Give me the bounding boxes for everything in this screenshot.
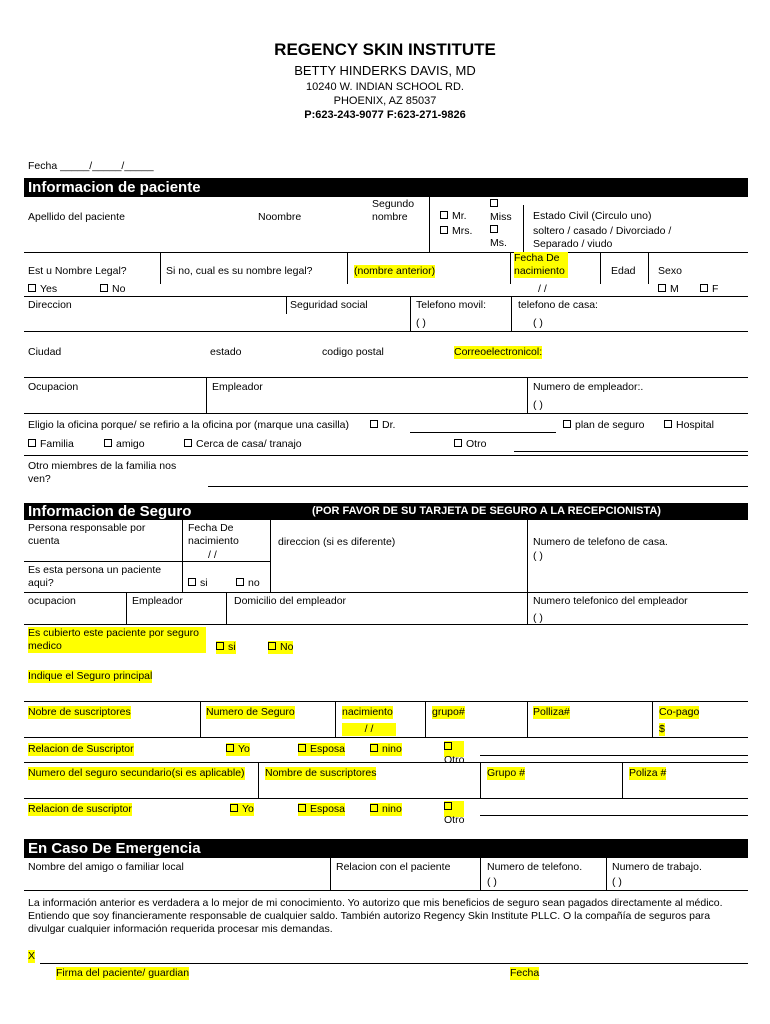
checkbox-icon[interactable]: [184, 439, 192, 447]
em-tel-label: Numero de telefono.: [487, 861, 583, 873]
checkbox-icon[interactable]: [370, 804, 378, 812]
checkbox-icon[interactable]: [370, 420, 378, 428]
indique-label: Indique el Seguro principal: [28, 670, 153, 682]
otro-2-option-clipped[interactable]: Otro: [444, 801, 464, 817]
signature-line[interactable]: [40, 963, 748, 964]
cubierto-no-option[interactable]: No: [268, 641, 293, 654]
grupo-label: grupo#: [432, 706, 465, 718]
nino-option[interactable]: nino: [370, 743, 402, 756]
checkbox-icon[interactable]: [104, 439, 112, 447]
checkbox-icon[interactable]: [28, 284, 36, 292]
checkbox-icon[interactable]: [490, 225, 498, 233]
ins-fecha-label: Fecha De nacimiento: [188, 522, 239, 548]
ins-tel-empleador-label: Numero telefonico del empleador: [533, 595, 688, 607]
nacimiento-label: nacimiento: [342, 706, 393, 718]
nombre-label: Noombre: [258, 211, 302, 223]
ins-ocupacion-label: ocupacion: [28, 595, 76, 607]
hospital-option[interactable]: Hospital: [664, 419, 714, 432]
plan-option[interactable]: plan de seguro: [563, 419, 644, 432]
yo-option[interactable]: Yo: [226, 743, 250, 756]
miss-label: Miss: [490, 211, 512, 223]
codigo-postal-label: codigo postal: [322, 346, 384, 358]
esposa-option[interactable]: Esposa: [298, 743, 345, 756]
direccion-label: Direccion: [28, 299, 72, 311]
persona-label: Persona responsable por cuenta: [28, 522, 146, 548]
form-date[interactable]: Fecha _____/_____/_____: [28, 160, 154, 172]
familia-option[interactable]: Familia: [28, 438, 74, 451]
address-line-1: 10240 W. INDIAN SCHOOL RD.: [306, 81, 464, 93]
eligio-label: Eligio la oficina porque/ se refirio a la oficina por (marque una casilla): [28, 419, 349, 431]
doctor-name: BETTY HINDERKS DAVIS, MD: [294, 63, 476, 78]
copago-label: Co-pago: [659, 706, 700, 718]
checkbox-icon[interactable]: [236, 578, 244, 586]
segundo-label: Segundo nombre: [372, 198, 415, 224]
cerca-option[interactable]: Cerca de casa/ tranajo: [184, 438, 302, 451]
nino-2-option[interactable]: nino: [370, 803, 402, 816]
ms-label: Ms.: [490, 237, 507, 249]
amigo-option[interactable]: amigo: [104, 438, 145, 451]
ins-fecha-slashes[interactable]: / /: [208, 549, 217, 561]
insurance-note: (POR FAVOR DE SU TARJETA DE SEGURO A LA RECEPCIONISTA): [312, 505, 661, 517]
nombre-susc-2-label: Nombre de suscriptores: [265, 767, 377, 779]
copago-dollar: $: [659, 723, 665, 735]
firma-label: Firma del paciente/ guardian: [56, 967, 190, 979]
no-option[interactable]: No: [100, 283, 125, 296]
ms-option[interactable]: [490, 224, 502, 237]
checkbox-icon[interactable]: [454, 439, 462, 447]
empleador-label: Empleador: [212, 381, 263, 393]
checkbox-icon[interactable]: [298, 804, 306, 812]
estado-civil-options[interactable]: soltero / casado / Divorciado /: [533, 225, 672, 237]
ocupacion-label: Ocupacion: [28, 381, 79, 393]
seguridad-label: Seguridad social: [290, 299, 368, 311]
ins-direccion-label: direccion (si es diferente): [278, 536, 396, 548]
checkbox-icon[interactable]: [226, 744, 234, 752]
yo-2-option[interactable]: Yo: [230, 803, 254, 816]
checkbox-icon[interactable]: [298, 744, 306, 752]
signature-x: X: [28, 950, 36, 962]
section-title: En Caso De Emergencia: [28, 840, 201, 857]
checkbox-icon[interactable]: [28, 439, 36, 447]
poliza-2-label: Poliza #: [629, 767, 667, 779]
ins-si-option[interactable]: si: [188, 577, 208, 590]
relacion-1-label: Relacion de Suscriptor: [28, 743, 134, 755]
otro-option-clipped[interactable]: Otro: [444, 741, 464, 757]
section-title: Informacion de Seguro: [28, 503, 192, 520]
checkbox-icon[interactable]: [700, 284, 708, 292]
section-title: Informacion de paciente: [28, 179, 201, 196]
checkbox-icon[interactable]: [370, 744, 378, 752]
phone-fax: P:623-243-9077 F:623-271-9826: [304, 109, 466, 121]
num-seguro-label: Numero de Seguro: [206, 706, 295, 718]
m-option[interactable]: M: [658, 283, 679, 296]
edad-label: Edad: [611, 265, 636, 277]
checkbox-icon[interactable]: [664, 420, 672, 428]
f-option[interactable]: F: [700, 283, 718, 296]
miss-option[interactable]: [490, 198, 502, 211]
checkbox-icon[interactable]: [230, 804, 238, 812]
otro-option[interactable]: Otro: [454, 438, 486, 451]
otros-miembros-label: Otro miembres de la familia nos ven?: [28, 460, 177, 486]
fecha-nacimiento-slashes[interactable]: / /: [538, 283, 547, 295]
ciudad-label: Ciudad: [28, 346, 62, 358]
checkbox-icon[interactable]: [563, 420, 571, 428]
checkbox-icon[interactable]: [490, 199, 498, 207]
num-secundario-label: Numero del seguro secundario(si es aplicable): [28, 767, 245, 779]
tel-casa-label: telefono de casa:: [518, 299, 598, 311]
legal-question: Est u Nombre Legal?: [28, 265, 127, 277]
address-line-2: PHOENIX, AZ 85037: [333, 95, 437, 107]
sexo-label: Sexo: [658, 265, 682, 277]
patient-section-bar: [24, 178, 748, 197]
num-empleador-label: Numero de empleador:.: [533, 381, 644, 393]
polliza-label: Polliza#: [533, 706, 570, 718]
tel-movil-label: Telefono movil:: [416, 299, 487, 311]
fecha-label: Fecha: [510, 967, 540, 979]
mrs-option[interactable]: Mrs.: [440, 225, 472, 238]
nacimiento-slashes[interactable]: / /: [342, 723, 396, 736]
relacion-paciente-label: Relacion con el paciente: [336, 861, 451, 873]
grupo-2-label: Grupo #: [487, 767, 525, 779]
consent-text: La información anterior es verdadera a lo mejor de mi conocimiento. Yo autorizo que mis beneficios de seguro sean pagados directamente al médico. Entiendo que soy financieramente responsable de cualquier saldo. También autorizo Regency Skin Institute PLLC. O la compañía de seguros para divulgar cualquier información requerida procesar mis demandas.: [28, 897, 723, 936]
esposa-2-option[interactable]: Esposa: [298, 803, 345, 816]
correo-label: Correoelectronicol:: [454, 346, 543, 358]
checkbox-icon[interactable]: [440, 226, 448, 234]
checkbox-icon[interactable]: [268, 642, 276, 650]
estado-label: estado: [210, 346, 242, 358]
ins-tel-casa-label: Numero de telefono de casa.: [533, 536, 668, 548]
relacion-2-label: Relacion de suscriptor: [28, 803, 132, 815]
cubierto-label: Es cubierto este paciente por seguro medico: [28, 627, 206, 653]
insurance-section-bar: [24, 503, 748, 520]
ins-tel-casa-field[interactable]: ( ): [533, 550, 543, 562]
checkbox-icon[interactable]: [188, 578, 196, 586]
yes-option[interactable]: Yes: [28, 283, 57, 296]
ins-tel-empleador-field[interactable]: ( ): [533, 612, 543, 624]
domicilio-label: Domicilio del empleador: [234, 595, 347, 607]
cubierto-si-option[interactable]: si: [216, 641, 236, 654]
checkbox-icon[interactable]: [216, 642, 224, 650]
nobre-susc-label: Nobre de suscriptores: [28, 706, 131, 718]
ins-empleador-label: Empleador: [132, 595, 183, 607]
estado-civil-options-2[interactable]: Separado / viudo: [533, 238, 613, 250]
apellido-label: Apellido del paciente: [28, 211, 125, 223]
nombre-amigo-label: Nombre del amigo o familiar local: [28, 861, 184, 873]
fecha-nacimiento-label: Fecha De nacimiento: [514, 252, 568, 278]
nombre-anterior-label: (nombre anterior): [354, 265, 436, 277]
em-trabajo-label: Numero de trabajo.: [612, 861, 702, 873]
mr-option[interactable]: Mr.: [440, 210, 467, 223]
checkbox-icon[interactable]: [440, 211, 448, 219]
estado-civil-label: Estado Civil (Circulo uno): [533, 210, 652, 222]
emergency-section-bar: [24, 839, 748, 858]
ins-no-option[interactable]: no: [236, 577, 260, 590]
checkbox-icon[interactable]: [100, 284, 108, 292]
em-trabajo-field[interactable]: ( ): [612, 876, 622, 888]
num-empleador-field[interactable]: ( ): [533, 399, 543, 411]
checkbox-icon[interactable]: [444, 742, 452, 750]
tel-movil-field[interactable]: ( ): [416, 317, 426, 329]
si-no-label: Si no, cual es su nombre legal?: [166, 265, 313, 277]
dr-option[interactable]: Dr.: [370, 419, 395, 432]
em-tel-field[interactable]: ( ): [487, 876, 497, 888]
checkbox-icon[interactable]: [444, 802, 452, 810]
tel-casa-field[interactable]: ( ): [533, 317, 543, 329]
checkbox-icon[interactable]: [658, 284, 666, 292]
practice-name: REGENCY SKIN INSTITUTE: [274, 40, 496, 59]
es-esta-label: Es esta persona un paciente aqui?: [28, 564, 162, 590]
